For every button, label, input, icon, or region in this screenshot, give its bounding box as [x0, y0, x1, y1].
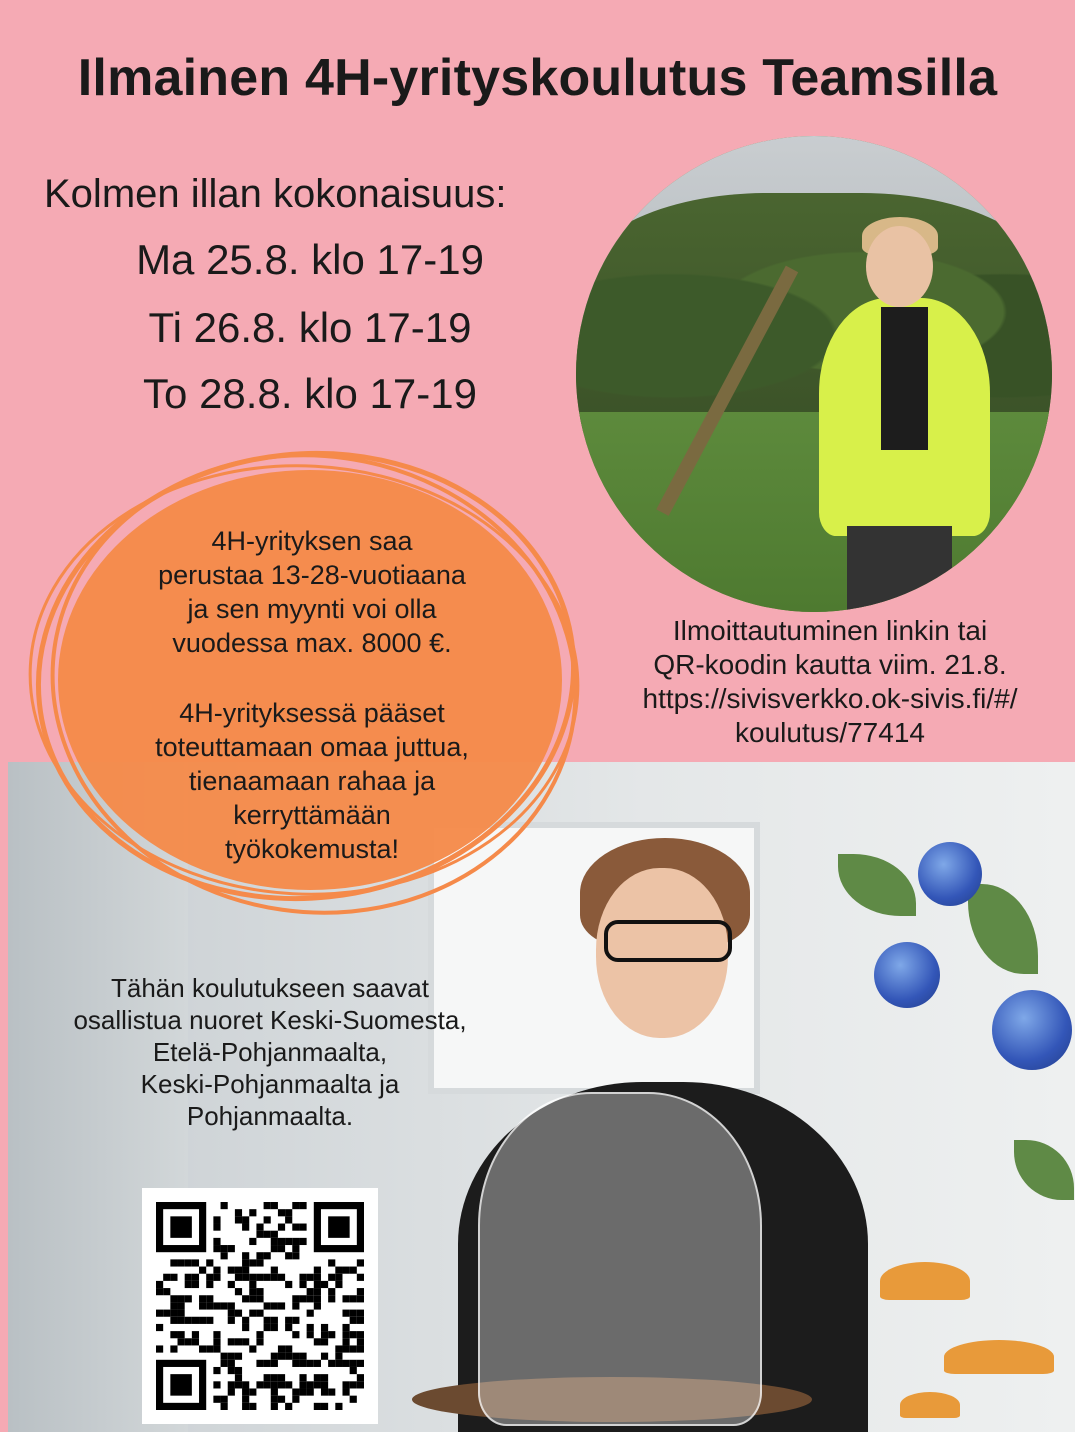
- schedule-date-3: To 28.8. klo 17-19: [143, 370, 477, 417]
- bubble-paragraph-1: 4H-yrityksen saa perustaa 13-28-vuotiaana ja sen myynti voi olla vuodessa max. 8000 €.: [158, 526, 466, 658]
- page-title: Ilmainen 4H-yrityskoulutus Teamsilla: [77, 49, 998, 107]
- qr-code-icon[interactable]: [142, 1188, 378, 1424]
- schedule-heading: Kolmen illan kokonaisuus:: [44, 172, 507, 216]
- schedule-date-1: Ma 25.8. klo 17-19: [136, 236, 484, 283]
- registration-link[interactable]: https://sivisverkko.ok-sivis.fi/#/: [642, 683, 1018, 714]
- eligibility-info: Tähän koulutukseen saavat osallistua nuoret Keski-Suomesta, Etelä-Pohjanmaalta, Keski-Pohjanmaalta ja Pohjanmaalta.: [73, 973, 467, 1131]
- registration-info: Ilmoittautuminen linkin tai QR-koodin kautta viim. 21.8. https://sivisverkko.ok-sivis.fi/#/ koulutus/77414: [600, 614, 1060, 750]
- photo-young-man-with-loppers: [576, 136, 1052, 612]
- bubble-paragraph-2: 4H-yrityksessä pääset toteuttamaan omaa juttua, tienaamaan rahaa ja kerryttämään työkokemusta!: [155, 698, 469, 864]
- schedule-date-2: Ti 26.8. klo 17-19: [148, 304, 472, 351]
